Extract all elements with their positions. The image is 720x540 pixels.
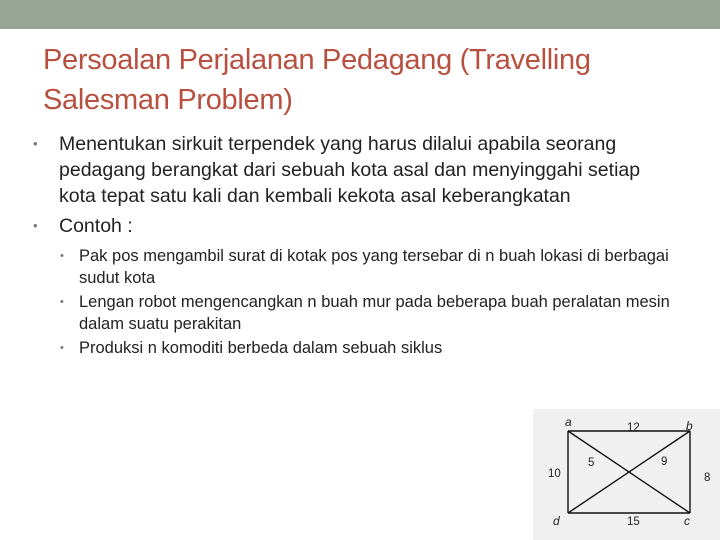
- node-label-a: a: [565, 415, 572, 429]
- sub-bullet-item: • Pak pos mengambil surat di kotak pos yang tersebar di n buah lokasi di berbagai sudut kota: [59, 245, 680, 289]
- tsp-graph-figure: [533, 409, 720, 540]
- top-band: [0, 0, 720, 29]
- sub-bullet-item: • Produksi n komoditi berbeda dalam sebuah siklus: [59, 337, 680, 359]
- node-label-b: b: [686, 419, 693, 433]
- edge-label-bc: 8: [704, 472, 711, 484]
- sub-bullet-list: [59, 245, 680, 359]
- edge-label-dc: 15: [627, 516, 640, 528]
- bullet-item: • Menentukan sirkuit terpendek yang harus dilalui apabila seorang pedagang berangkat dari sebuah kota asal dan menyinggahi setiap kota tepat satu kali dan kembali kekota asal keberangkatan: [30, 131, 680, 209]
- edge-label-ad: 10: [548, 468, 561, 480]
- sub-bullet-item: • Lengan robot mengencangkan n buah mur pada beberapa buah peralatan mesin dalam suatu perakitan: [59, 291, 680, 335]
- tsp-graph: [533, 409, 720, 540]
- edge-label-bd: 9: [661, 456, 668, 468]
- edge-label-ac: 5: [588, 457, 595, 469]
- bullet-item-label: Contoh :: [59, 215, 133, 237]
- edge-label-ab: 12: [627, 422, 640, 434]
- slide-title: Persoalan Perjalanan Pedagang (Travelling Salesman Problem): [43, 44, 591, 116]
- bullet-list: [30, 131, 680, 361]
- node-label-d: d: [553, 514, 560, 528]
- bullet-item-example: [30, 213, 680, 359]
- node-label-c: c: [684, 514, 690, 528]
